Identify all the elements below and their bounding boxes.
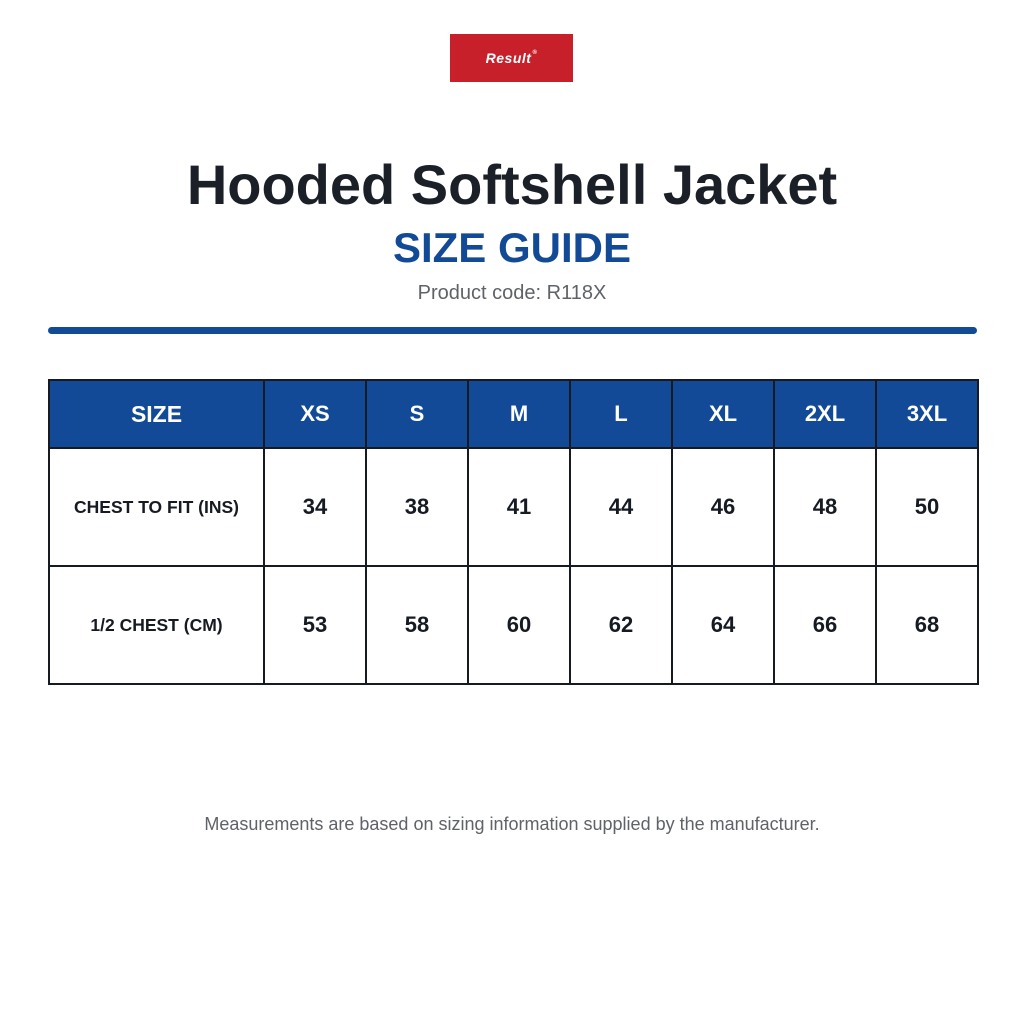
table-cell: 48 <box>774 448 876 566</box>
table-cell: 53 <box>264 566 366 684</box>
table-cell: 46 <box>672 448 774 566</box>
page-title: Hooded Softshell Jacket <box>186 153 838 216</box>
table-cell: 60 <box>468 566 570 684</box>
table-header-row <box>49 380 978 448</box>
page-subtitle: SIZE GUIDE <box>392 224 632 271</box>
table-row <box>49 448 978 566</box>
table-cell: 50 <box>876 448 978 566</box>
brand-logo-text: Result® <box>485 50 538 66</box>
size-header-l: L <box>570 380 672 448</box>
table-cell: 66 <box>774 566 876 684</box>
size-header-3xl: 3XL <box>876 380 978 448</box>
size-header-2xl: 2XL <box>774 380 876 448</box>
row-label-chest-ins: CHEST TO FIT (INS) <box>49 448 264 566</box>
table-cell: 41 <box>468 448 570 566</box>
footnote: Measurements are based on sizing information supplied by the manufacturer. <box>204 814 820 834</box>
table-cell: 34 <box>264 448 366 566</box>
size-header-xs: XS <box>264 380 366 448</box>
table-cell: 38 <box>366 448 468 566</box>
table-cell: 44 <box>570 448 672 566</box>
table-cell: 58 <box>366 566 468 684</box>
brand-logo <box>450 34 573 82</box>
size-header-xl: XL <box>672 380 774 448</box>
size-header-label: SIZE <box>49 380 264 448</box>
size-header-m: M <box>468 380 570 448</box>
size-header-s: S <box>366 380 468 448</box>
row-label-half-chest-cm: 1/2 CHEST (CM) <box>49 566 264 684</box>
table-cell: 64 <box>672 566 774 684</box>
table-cell: 62 <box>570 566 672 684</box>
table-row <box>49 566 978 684</box>
table-cell: 68 <box>876 566 978 684</box>
header-divider <box>48 327 977 334</box>
product-code: Product code: R118X <box>417 282 607 304</box>
size-table <box>48 379 979 685</box>
